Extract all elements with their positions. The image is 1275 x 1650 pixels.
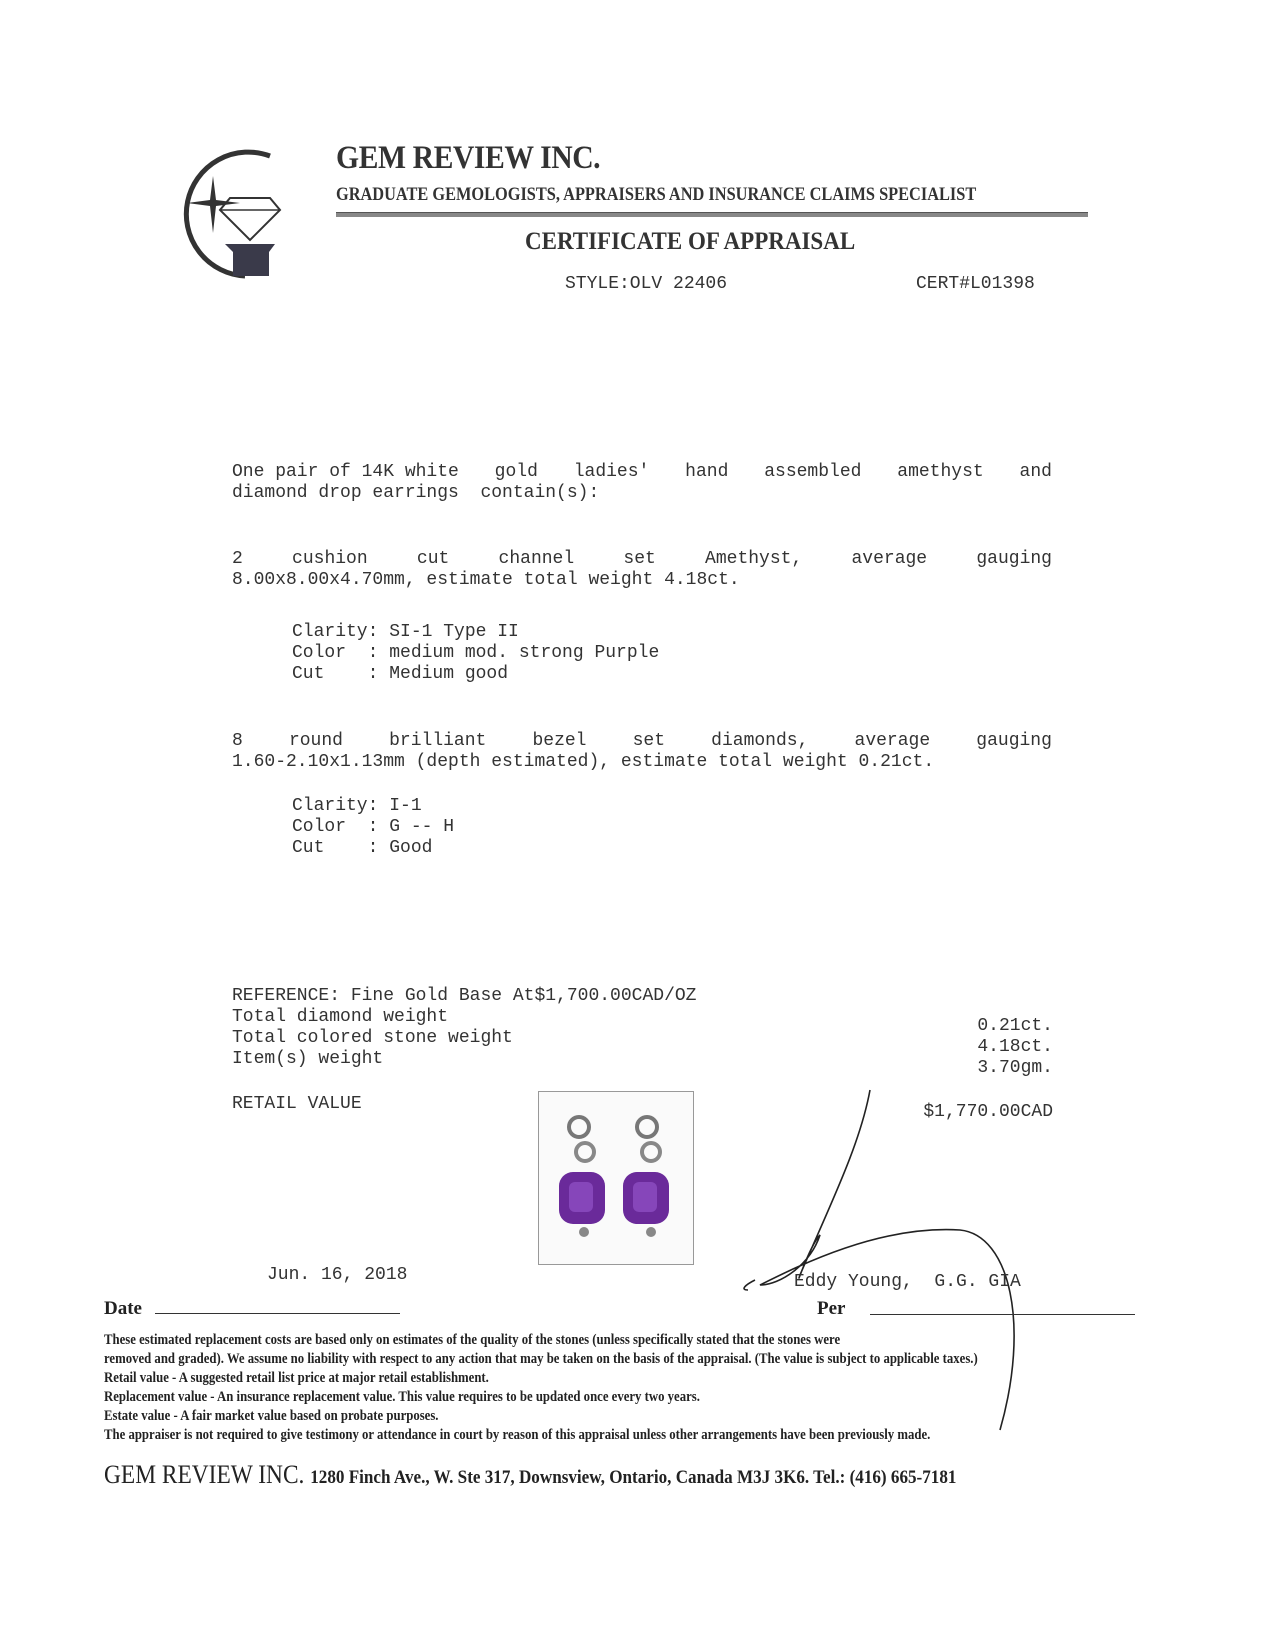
diamond-line-1: [232, 731, 1052, 752]
word: Amethyst,: [705, 549, 803, 569]
diamond-grading: [292, 796, 454, 859]
word: set: [623, 549, 656, 569]
diamond-section: [232, 731, 1052, 773]
disclaimer-line: The appraiser is not required to give testimony or attendance in court by reason of this appraisal unless other arrangements have been previously made.: [104, 1427, 931, 1443]
total-diamond-weight: 0.21ct.: [977, 1016, 1053, 1036]
word: channel: [498, 549, 575, 569]
retail-value: $1,770.00CAD: [923, 1102, 1053, 1122]
diamond-cut: Cut : Good: [292, 838, 433, 858]
word: round: [288, 731, 343, 751]
word: cut: [416, 549, 450, 569]
date-value: Jun. 16, 2018: [267, 1265, 408, 1285]
amethyst-line-1: [232, 549, 1052, 570]
disclaimer-line: removed and graded). We assume no liability with respect to any action that may be taken on the basis of the appraisal. (The value is subject to applicable taxes.): [104, 1351, 978, 1367]
word: cushion: [292, 549, 368, 569]
word: gauging: [976, 731, 1052, 751]
word: average: [851, 549, 928, 569]
footer-address: 1280 Finch Ave., W. Ste 317, Downsview, Ontario, Canada M3J 3K6. Tel.: (416) 665-7181: [310, 1467, 957, 1488]
appraiser-name: Eddy Young, G.G. GIA: [794, 1272, 1021, 1292]
word: diamonds,: [711, 731, 809, 751]
description-line-1: [232, 462, 1052, 483]
total-colored-stone-weight: 4.18ct.: [977, 1037, 1053, 1057]
total-colored-stone-weight-label: Total colored stone weight: [232, 1028, 513, 1048]
earrings-photo: [538, 1091, 694, 1265]
disclaimer-line: Retail value - A suggested retail list price at major retail establishment.: [104, 1370, 489, 1386]
diamond-clarity: Clarity: I-1: [292, 796, 422, 816]
company-name: GEM REVIEW INC.: [336, 140, 601, 176]
word: One pair of 14K white: [232, 462, 459, 482]
date-line: [155, 1313, 400, 1314]
word: gold: [494, 462, 538, 482]
word: and: [1019, 462, 1052, 482]
certificate-title: CERTIFICATE OF APPRAISAL: [525, 228, 856, 255]
disclaimer-line: Replacement value - An insurance replacement value. This value requires to be updated once every two years.: [104, 1389, 700, 1405]
amethyst-section: [232, 549, 1052, 591]
diamond-line-2: 1.60-2.10x1.13mm (depth estimated), estimate total weight 0.21ct.: [232, 752, 935, 772]
items-weight-label: Item(s) weight: [232, 1049, 384, 1069]
summary-values: [977, 1016, 1053, 1079]
gem-review-logo: [165, 148, 295, 283]
word: average: [854, 731, 931, 751]
date-label: Date: [104, 1298, 142, 1319]
style-number: STYLE:OLV 22406: [565, 274, 728, 294]
diamond-color: Color : G -- H: [292, 817, 455, 837]
word: hand: [685, 462, 729, 482]
word: assembled: [764, 462, 862, 482]
retail-value-label: RETAIL VALUE: [232, 1094, 362, 1114]
footer-company: GEM REVIEW INC.: [104, 1460, 305, 1489]
cert-number: CERT#L01398: [916, 274, 1035, 294]
total-diamond-weight-label: Total diamond weight: [232, 1007, 449, 1027]
per-line: [870, 1314, 1135, 1315]
reference: REFERENCE: Fine Gold Base At$1,700.00CAD/OZ: [232, 986, 697, 1006]
disclaimer-line: These estimated replacement costs are based only on estimates of the quality of the stones (unless specifically stated that the stones were: [104, 1332, 841, 1348]
amethyst-grading: [292, 622, 659, 685]
word: bezel: [532, 731, 587, 751]
items-weight: 3.70gm.: [977, 1058, 1053, 1078]
word: brilliant: [389, 731, 487, 751]
word: set: [632, 731, 666, 751]
word: gauging: [976, 549, 1052, 569]
footer: [104, 1460, 956, 1490]
amethyst-clarity: Clarity: SI-1 Type II: [292, 622, 519, 642]
description-line-2: diamond drop earrings contain(s):: [232, 483, 600, 503]
amethyst-cut: Cut : Medium good: [292, 664, 509, 684]
amethyst-color: Color : medium mod. strong Purple: [292, 643, 660, 663]
per-label: Per: [817, 1298, 846, 1319]
header-divider: [336, 212, 1088, 217]
disclaimer-line: Estate value - A fair market value based on probate purposes.: [104, 1408, 439, 1424]
company-tagline: GRADUATE GEMOLOGISTS, APPRAISERS AND INSURANCE CLAIMS SPECIALIST: [336, 184, 977, 205]
summary-labels: [232, 986, 696, 1070]
word: ladies': [573, 462, 650, 482]
item-description: [232, 462, 1052, 504]
word: amethyst: [897, 462, 984, 482]
word: 8: [232, 731, 243, 751]
disclaimer: [104, 1331, 978, 1445]
word: 2: [232, 549, 243, 569]
amethyst-line-2: 8.00x8.00x4.70mm, estimate total weight 4.18ct.: [232, 570, 740, 590]
